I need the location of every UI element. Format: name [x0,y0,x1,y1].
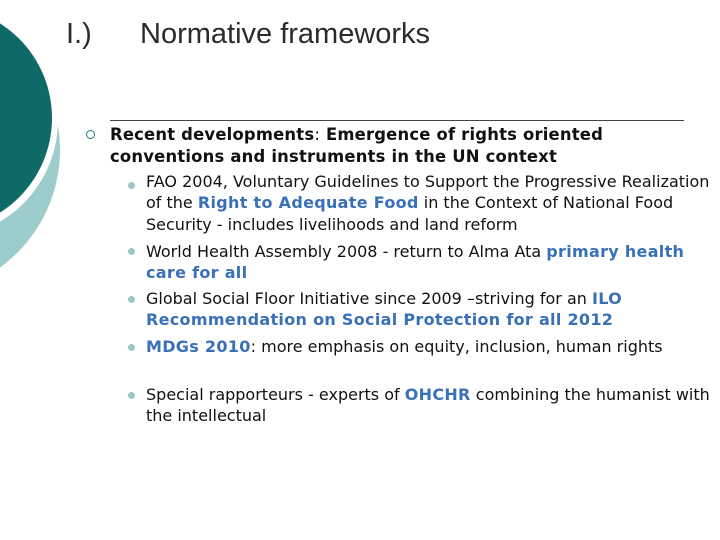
sub-bullet-text: FAO 2004, Voluntary Guidelines to Support the Progressive Realization of the [146,172,710,213]
dot-bullet-icon [128,296,135,303]
sub-bullet-gsf [146,288,712,331]
dot-bullet-icon [128,248,135,255]
sub-bullet-highlight: MDGs 2010 [146,337,251,356]
slide-title: Normative frameworks [140,18,431,50]
main-bullet-body: Emergence of rights oriented conventions and instruments in the UN context [110,125,604,166]
sub-bullet-text: : more emphasis on equity, inclusion, human rights [250,337,663,356]
sub-bullet-highlight: primary health care for all [146,242,685,283]
hollow-bullet-icon [86,130,95,139]
sub-bullet-highlight: ILO Recommendation on Social Protection for all 2012 [146,289,623,330]
sub-bullet-text: combining the humanist with the intellectual [146,385,710,426]
decorative-circles [0,0,110,300]
title-divider [110,120,684,121]
main-bullet-colon: : [314,125,321,144]
sub-bullet-rapporteurs [146,384,712,427]
main-bullet-lead: Recent developments [110,125,315,144]
sub-bullet-wha [146,241,712,284]
slide-number: I.) [66,18,92,50]
sub-bullet-text: World Health Assembly 2008 - return to Alma Ata [146,242,547,261]
dot-bullet-icon [128,182,135,189]
sub-bullet-mdgs [146,336,712,357]
main-bullet-text [110,124,710,168]
dot-bullet-icon [128,392,135,399]
sub-bullet-highlight: Right to Adequate Food [197,193,419,213]
sub-bullet-text: Global Social Floor Initiative since 2009 –striving for an [146,289,592,308]
sub-bullet-text: in the Context of National Food Security - includes livelihoods and land reform [146,193,674,234]
dot-bullet-icon [128,344,135,351]
sub-bullet-text: Special rapporteurs - experts of [146,385,405,404]
sub-bullet-highlight: OHCHR [404,385,471,404]
sub-bullet-fao [146,171,712,235]
